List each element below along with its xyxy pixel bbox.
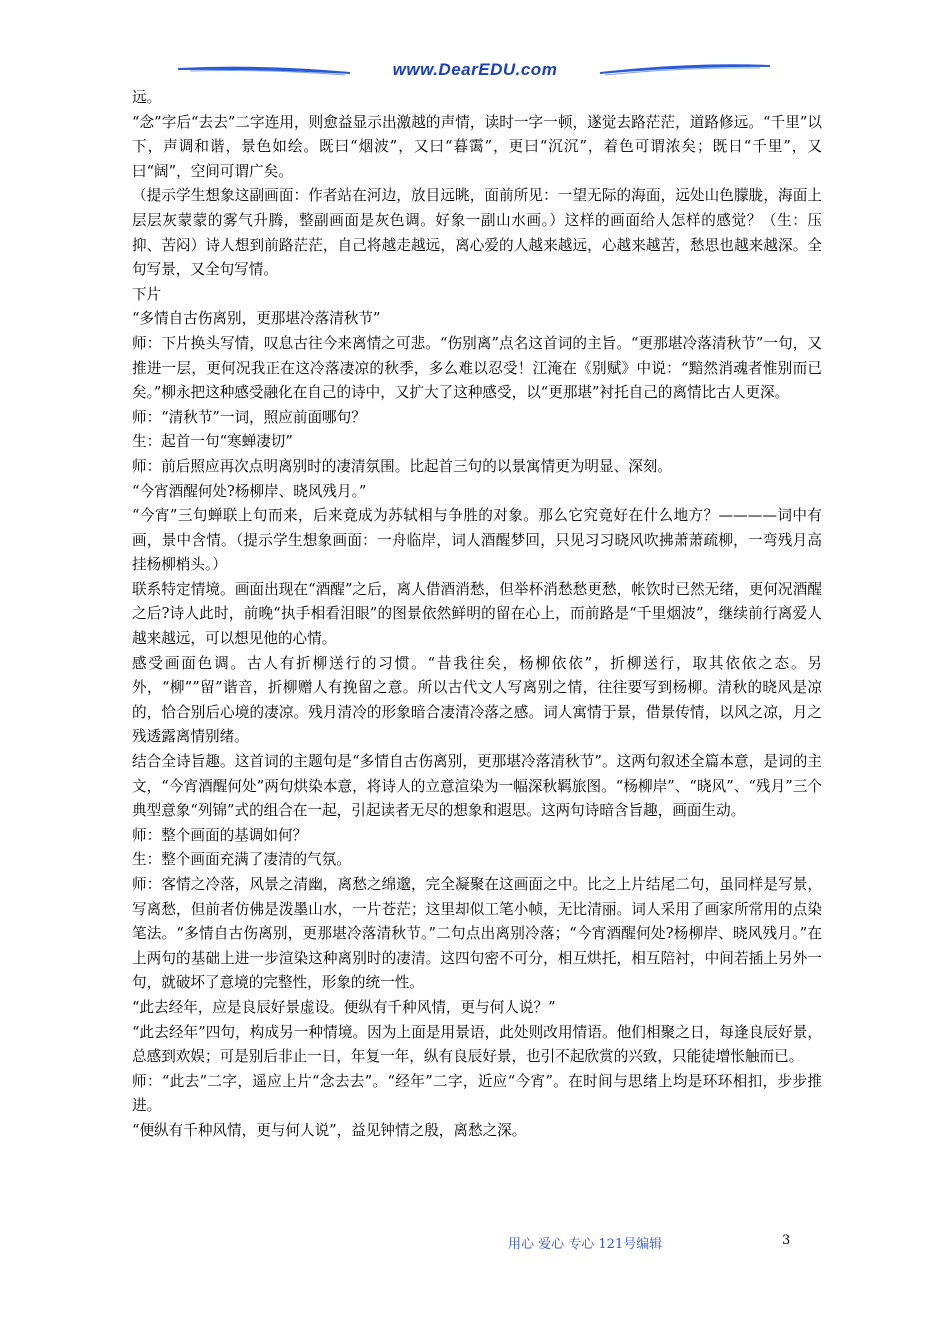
document-body	[132, 86, 822, 1144]
page-number: 3	[782, 1233, 791, 1248]
dialogue-line: 师：整个画面的基调如何？	[132, 826, 308, 844]
footer-text: 用心 爱心 专心 121号编辑	[508, 1237, 663, 1252]
dialogue-line: 生：起首一句“寒蝉凄切”	[132, 433, 293, 451]
dialogue-line: 师：“清秋节”一词，照应前面哪句？	[132, 408, 366, 426]
paragraph: “此去经年”四句，构成另一种情境。因为上面是用景语，此处则改用情语。他们相聚之日，每逢良辰好景，总感到欢娱；可是别后非止一日，年复一年，纵有良辰好景，也引不起欣赏的兴致，只能徒增怅触而已。	[132, 1023, 822, 1066]
quote-line: “今宵酒醒何处?杨柳岸、晓风残月。”	[132, 482, 367, 500]
quote-line: “此去经年，应是良辰好景虚设。便纵有千种风情，更与何人说？”	[132, 998, 556, 1016]
paragraph: 联系特定情境。画面出现在“酒醒”之后，离人借酒消愁，但举杯消愁愁更愁，帐饮时已然无绪，更何况酒醒之后?诗人此时，前晚“执手相看泪眼”的图景依然鲜明的留在心上，而前路是“千里烟波”，继续前行离爱人越来越远，可以想见他的心情。	[132, 580, 822, 648]
site-title[interactable]: www.DearEDU.com	[392, 60, 558, 79]
page-footer	[0, 1233, 950, 1257]
paragraph: 远。	[132, 89, 162, 106]
paragraph: （提示学生想象这副画面：作者站在河边，放目远眺，面前所见：一望无际的海面，远处山色朦胧，海面上层层灰蒙蒙的雾气升腾，整副画面是灰色调。好象一副山水画。）这样的画面给人怎样的感觉？（生：压抑、苦闷）诗人想到前路茫茫，自己将越走越远，离心爱的人越来越远，心越来越苦，愁思也越来越深。全句写景，又全句写情。	[132, 187, 822, 279]
quote-line: “多情自古伤离别，更那堪冷落清秋节”	[132, 310, 381, 328]
paragraph: “念”字后“去去”二字连用，则愈益显示出激越的声情，读时一字一顿，遂觉去路茫茫，道路修远。“千里”以下，声调和谐，景色如绘。既曰“烟波”，又曰“暮霭”，更曰“沉沉”，着色可谓浓矣；既日“千里”，又曰“阔”，空间可谓广矣。	[132, 113, 822, 180]
dialogue-line: 生：整个画面充满了凄清的气氛。	[132, 851, 351, 869]
section-heading: 下片	[132, 285, 162, 303]
dialogue-line: 师：前后照应再次点明离别时的凄清氛围。比起首三句的以景寓情更为明显、深刻。	[132, 457, 672, 475]
paragraph: 结合全诗旨趣。这首词的主题句是“多情自古伤离别，更那堪冷落清秋节”。这两句叙述全篇本意，是词的主文，“今宵酒醒何处”两句烘染本意，将诗人的立意渲染为一幅深秋羁旅图。“杨柳岸”、“晓风”、“残月”三个典型意象“列锦”式的组合在一起，引起读者无尽的想象和遐思。这两句诗暗含旨趣，画面生动。	[132, 753, 822, 820]
paragraph: “便纵有千种风情，更与何人说”，益见钟情之殷，离愁之深。	[132, 1121, 527, 1139]
paragraph: 师：“此去”二字，遥应上片“念去去”。“经年”二字，近应“今宵”。在时间与思绪上均是环环相扣，步步推进。	[132, 1072, 822, 1115]
paragraph: 感受画面色调。古人有折柳送行的习惯。“昔我往矣，杨柳依依”，折柳送行，取其依依之态。另外，“柳””留”谐音，折柳赠人有挽留之意。所以古代文人写离别之情，往往要写到杨柳。清秋的晓风是凉的，恰合别后心境的凄凉。残月清冷的形象暗合凄清冷落之感。词人寓情于景，借景传情，以风之凉，月之残透露离情别绪。	[132, 654, 822, 746]
paragraph: “今宵”三句蝉联上句而来，后来竟成为苏轼相与争胜的对象。那么它究竟好在什么地方？————词中有画，景中含情。（提示学生想象画面：一舟临岸，词人酒醒梦回，只见习习晓风吹拂萧萧疏柳，一弯残月高挂杨柳梢头。）	[132, 507, 822, 574]
paragraph: 师：客情之冷落，风景之清幽，离愁之绵邈，完全凝聚在这画面之中。比之上片结尾二句，虽同样是写景，写离愁，但前者仿佛是泼墨山水，一片苍茫；这里却似工笔小帧，无比清丽。词人采用了画家所常用的点染笔法。“多情自古伤离别，更那堪冷落清秋节。”二句点出离别冷落；“今宵酒醒何处?杨柳岸、晓风残月。”在上两句的基础上进一步渲染这种离别时的凄清。这四句密不可分，相互烘托，相互陪衬，中间若插上另外一句，就破坏了意境的完整性，形象的统一性。	[132, 876, 822, 992]
paragraph: 师：下片换头写情，叹息古往今来离情之可悲。“伤别离”点名这首词的主旨。“更那堪冷落清秋节”一句，又推进一层，更何况我正在这冷落凄凉的秋季，多么难以忍受！江淹在《别赋》中说：“黯然消魂者惟别而已矣。”柳永把这种感受融化在自己的诗中，又扩大了这种感受，以“更那堪”衬托自己的离情比古人更深。	[132, 334, 822, 402]
